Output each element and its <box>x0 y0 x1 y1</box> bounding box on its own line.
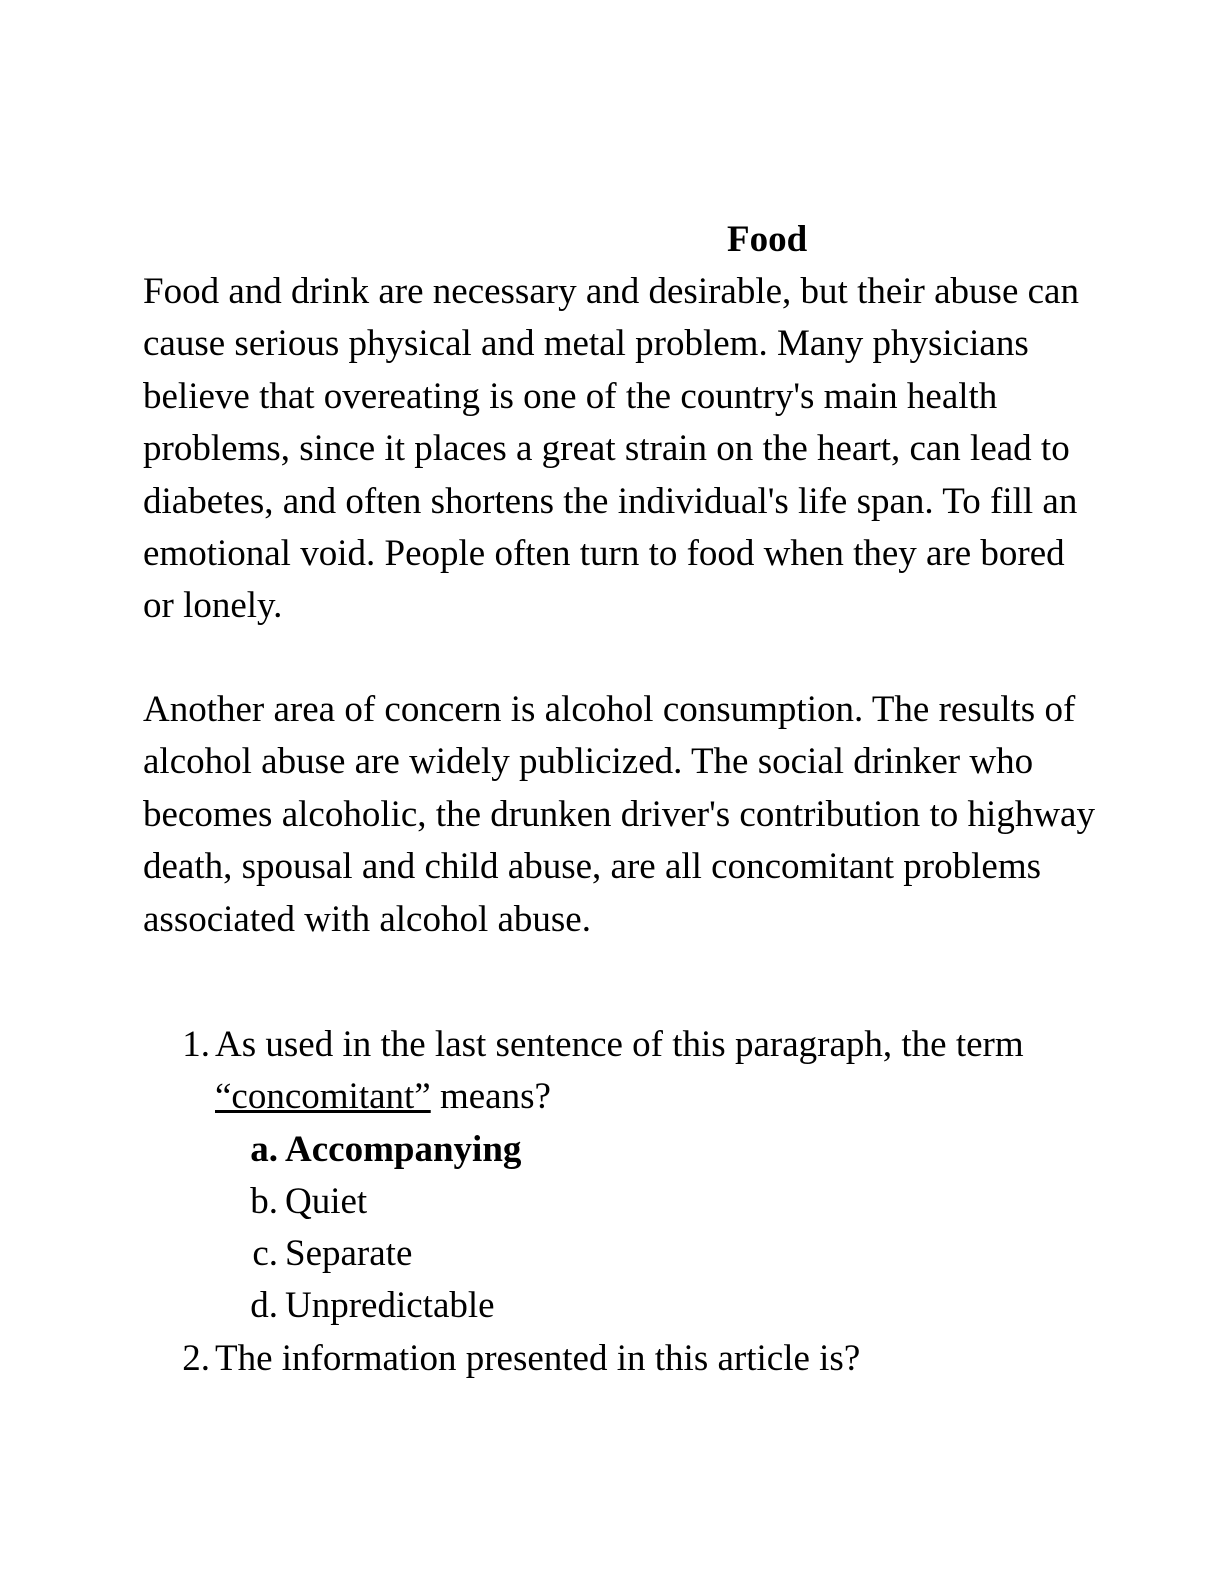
question-2-text: The information presented in this article is? <box>215 1338 861 1379</box>
question-1-prefix: As used in the last sentence of this paragraph, the term <box>215 1024 1024 1065</box>
option-d-text: Unpredictable <box>285 1285 495 1326</box>
option-a-letter: a. <box>250 1129 278 1170</box>
question-2-number: 2. <box>182 1338 210 1379</box>
page-title: Food <box>727 219 808 260</box>
paragraph-alcohol: Another area of concern is alcohol consumption. The results of alcohol abuse are widely publicized. The social drinker who becomes alcoholic, the drunken driver's contribution to highway death, spousal and child abuse, are all concomitant problems associated with alcohol abuse. <box>143 689 1095 940</box>
option-b-text: Quiet <box>285 1181 368 1222</box>
paragraph-food: Food and drink are necessary and desirable, but their abuse can cause serious physical and metal problem. Many physicians believe that overeating is one of the country's main health problems, since it places a great strain on the heart, can lead to diabetes, and often shortens the individual's life span. To fill an emotional void. People often turn to food when they are bored or lonely. <box>143 271 1079 627</box>
option-a-text: Accompanying <box>285 1129 522 1170</box>
question-1-text <box>215 1019 1075 1123</box>
question-1-suffix: means? <box>430 1076 551 1117</box>
option-c-letter: c. <box>252 1233 278 1274</box>
option-c-text: Separate <box>285 1233 413 1274</box>
option-b-letter: b. <box>250 1181 278 1222</box>
question-1-term: “concomitant” <box>215 1076 431 1117</box>
option-d-letter: d. <box>250 1285 278 1326</box>
question-1-number: 1. <box>182 1024 210 1065</box>
